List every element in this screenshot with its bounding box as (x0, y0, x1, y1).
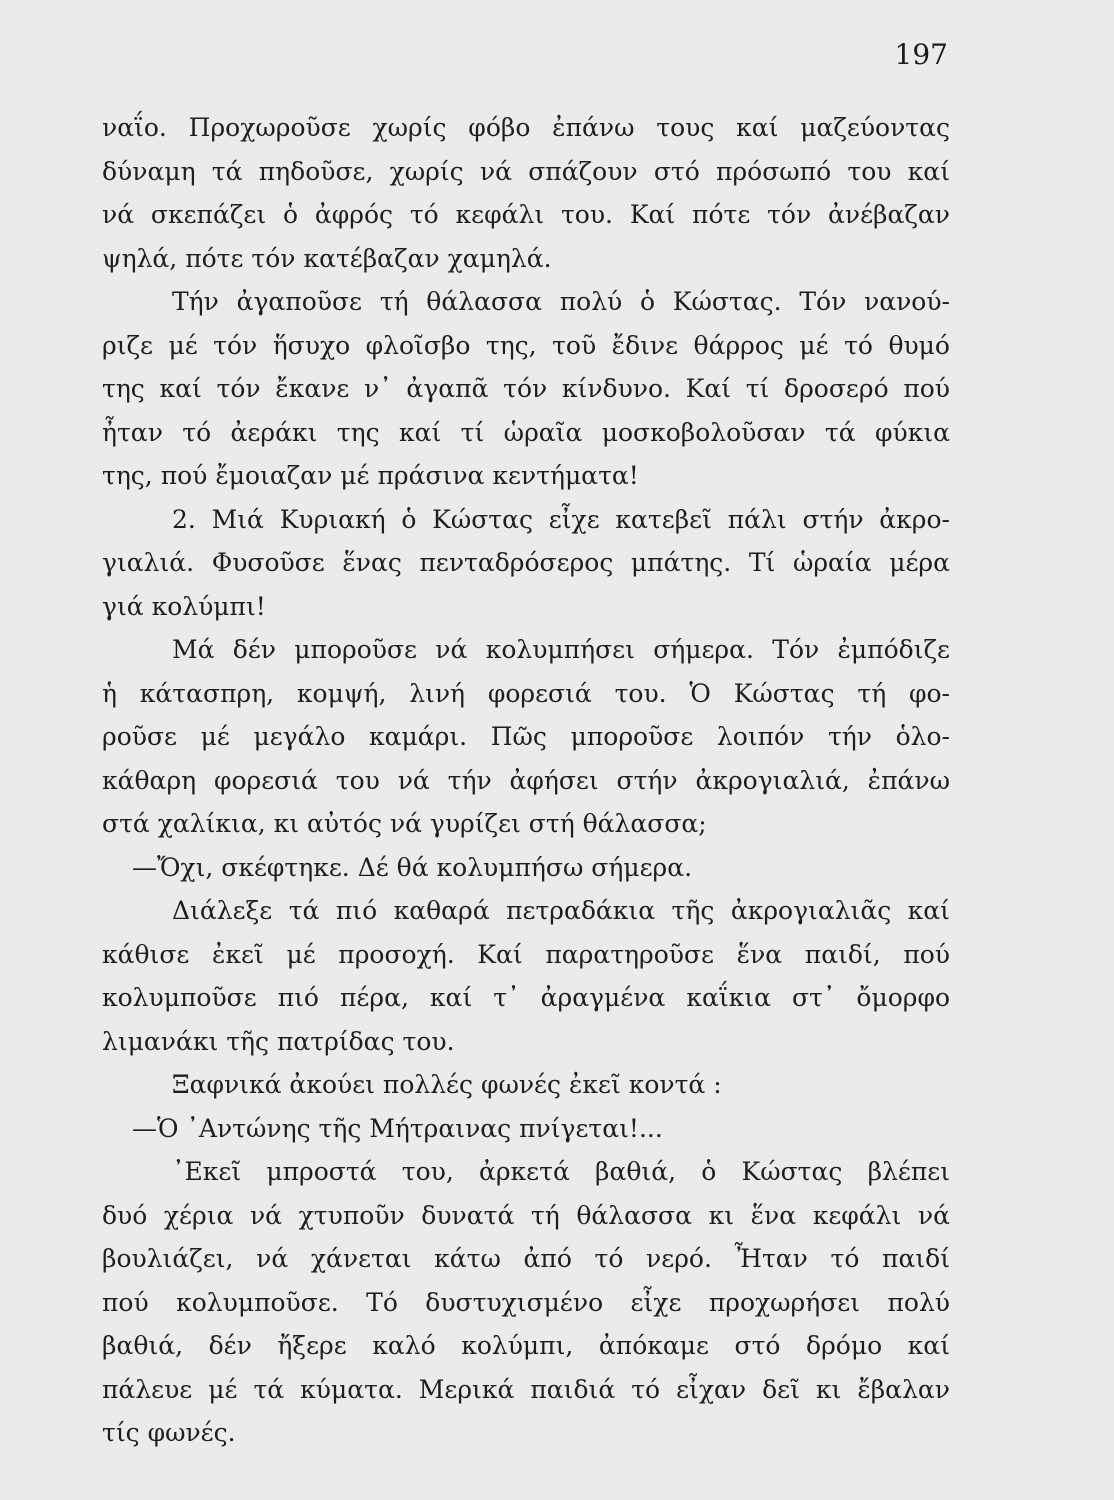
text-line: ψηλά, πότε τόν κατέβαζαν χαμηλά. (102, 243, 552, 273)
text-line: ἡ κάτασπρη, κομψή, λινή φορεσιά του. Ὁ Κώστας τή φο- (102, 678, 950, 708)
text-line: δυό χέρια νά χτυποῦν δυνατά τή θάλασσα κι ἕνα κεφάλι νά (102, 1200, 950, 1230)
text-line: κάθισε ἐκεῖ μέ προσοχή. Καί παρατηροῦσε ἕνα παιδί, πού (102, 939, 950, 969)
text-line: Τήν ἀγαποῦσε τή θάλασσα πολύ ὁ Κώστας. Τόν νανού- (172, 287, 950, 316)
text-line: 2. Μιά Κυριακή ὁ Κώστας εἶχε κατεβεῖ πάλι στήν ἀκρο- (172, 504, 950, 534)
text-line: —Ὁ ᾿Αντώνης τῆς Μήτραινας πνίγεται!... (132, 1113, 663, 1143)
text-line: κολυμποῦσε πιό πέρα, καί τ᾿ ἀραγμένα καΐκια στ᾿ ὄμορφο (102, 983, 950, 1012)
text-line: Ξαφνικά ἀκούει πολλές φωνές ἐκεῖ κοντά : (172, 1070, 722, 1099)
text-line: ᾿Εκεῖ μπροστά του, ἀρκετά βαθιά, ὁ Κώστας βλέπει (172, 1157, 950, 1186)
text-line: δύναμη τά πηδοῦσε, χωρίς νά σπάζουν στό πρόσωπό του καί (102, 156, 950, 186)
text-line: της, πού ἔμοιαζαν μέ πράσινα κεντήματα! (102, 461, 639, 490)
text-line: βουλιάζει, νά χάνεται κάτω ἀπό τό νερό. Ἦταν τό παιδί (102, 1244, 950, 1273)
text-line: πάλευε μέ τά κύματα. Μερικά παιδιά τό εἶχαν δεῖ κι ἔβαλαν (102, 1374, 950, 1404)
text-line: Διάλεξε τά πιό καθαρά πετραδάκια τῆς ἀκρογιαλιᾶς καί (172, 896, 950, 925)
text-line: πού κολυμποῦσε. Τό δυστυχισμένο εἶχε προχωρήσει πολύ (102, 1287, 950, 1317)
text-line: ἦταν τό ἀεράκι της καί τί ὡραῖα μοσκοβολοῦσαν τά φύκια (102, 417, 950, 447)
text-line: λιμανάκι τῆς πατρίδας του. (102, 1026, 455, 1056)
text-line: γιά κολύμπι! (102, 591, 266, 621)
text-line: τίς φωνές. (102, 1418, 236, 1447)
text-line: στά χαλίκια, κι αὐτός νά γυρίζει στή θάλασσα; (102, 809, 707, 838)
body-text (102, 106, 950, 1455)
text-line: —Ὄχι, σκέφτηκε. Δέ θά κολυμπήσω σήμερα. (132, 852, 693, 882)
text-line: κάθαρη φορεσιά του νά τήν ἀφήσει στήν ἀκρογιαλιά, ἐπάνω (102, 765, 950, 795)
text-line: βαθιά, δέν ἤξερε καλό κολύμπι, ἀπόκαμε στό δρόμο καί (102, 1331, 950, 1360)
text-line: Μά δέν μποροῦσε νά κολυμπήσει σήμερα. Τόν ἐμπόδιζε (172, 635, 950, 664)
text-line: ροῦσε μέ μεγάλο καμάρι. Πῶς μποροῦσε λοιπόν τήν ὁλο- (102, 722, 950, 751)
text-line: της καί τόν ἔκανε ν᾿ ἀγαπᾶ τόν κίνδυνο. Καί τί δροσερό πού (102, 374, 950, 403)
text-line: ριζε μέ τόν ἥσυχο φλοῖσβο της, τοῦ ἔδινε θάρρος μέ τό θυμό (102, 330, 950, 360)
text-line: ναΐο. Προχωροῦσε χωρίς φόβο ἐπάνω τους καί μαζεύοντας (102, 113, 950, 142)
page-number: 197 (894, 38, 948, 71)
text-line: γιαλιά. Φυσοῦσε ἕνας πενταδρόσερος μπάτης. Τί ὡραία μέρα (102, 548, 950, 577)
text-line: νά σκεπάζει ὁ ἀφρός τό κεφάλι του. Καί πότε τόν ἀνέβαζαν (102, 200, 950, 229)
